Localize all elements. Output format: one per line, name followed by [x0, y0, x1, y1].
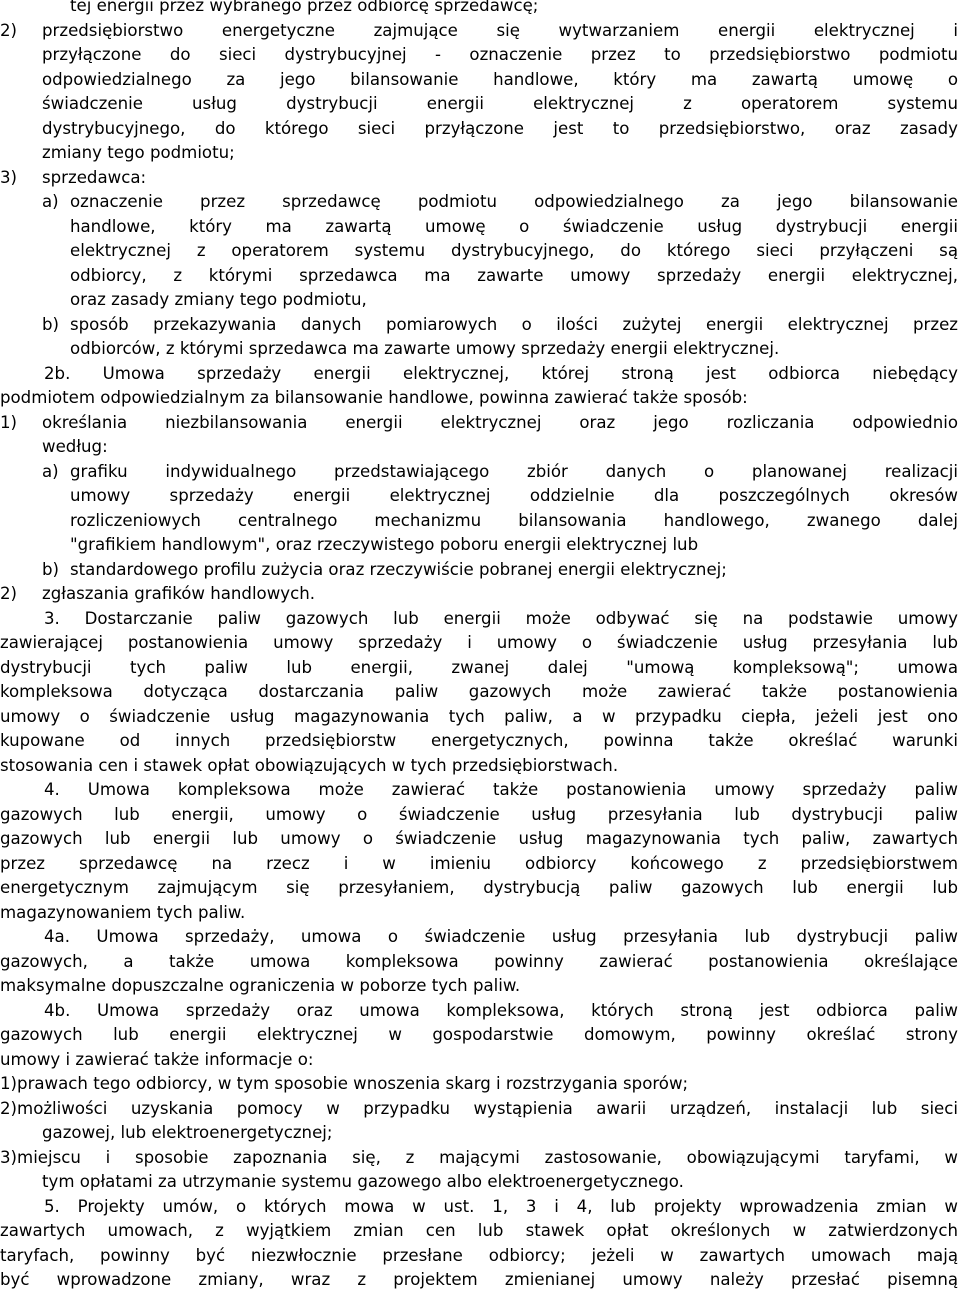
list-marker: 2)	[0, 584, 18, 603]
text-line	[0, 533, 958, 558]
line-text: tej energii przez wybranego przez odbiorcę sprzedawcę;	[70, 0, 539, 15]
line-text: świadczenie usług dystrybucji energii elektrycznej z operatorem systemu	[42, 94, 958, 113]
line-text: energetycznym zajmującym się przesyłaniem, dystrybucją paliw gazowych lub energii lub	[0, 878, 958, 897]
line-text: 3. Dostarczanie paliw gazowych lub energii może odbywać się na podstawie umowy	[44, 608, 958, 628]
text-line	[0, 607, 958, 632]
line-text: gazowych lub energii lub umowy o świadczenie usług magazynowania tych paliw, zawartych	[0, 829, 958, 848]
text-line	[0, 1072, 958, 1097]
text-line	[0, 631, 958, 656]
line-text: 4a. Umowa sprzedaży, umowa o świadczenie usług przesyłania lub dystrybucji paliw	[44, 927, 958, 946]
text-line	[0, 411, 958, 436]
text-line	[0, 925, 958, 950]
line-text: umowy sprzedaży energii elektrycznej oddzielnie dla poszczególnych okresów	[70, 486, 958, 505]
line-text: sprzedawca:	[42, 167, 147, 187]
line-text: oznaczenie przez sprzedawcę podmiotu odpowiedzialnego za jego bilansowanie	[70, 192, 958, 211]
text-line	[0, 1244, 958, 1269]
line-text: według:	[42, 437, 108, 456]
text-line	[0, 901, 958, 926]
line-text: 4. Umowa kompleksowa może zawierać także postanowienia umowy sprzedaży paliw	[44, 780, 958, 799]
text-line	[0, 92, 958, 117]
line-text: grafiku indywidualnego przedstawiającego zbiór danych o planowanej realizacji	[70, 461, 958, 481]
text-line	[0, 43, 958, 68]
line-text: standardowego profilu zużycia oraz rzeczywiście pobranej energii elektrycznej;	[70, 559, 727, 579]
text-line	[0, 362, 958, 387]
line-text: elektrycznej z operatorem systemu dystrybucyjnego, do którego sieci przyłączeni są	[70, 241, 958, 260]
list-marker: a)	[42, 192, 59, 211]
list-marker: 1)	[0, 412, 18, 432]
line-text: gazowych lub energii, umowy o świadczenie usług przesyłania lub dystrybucji paliw	[0, 804, 958, 824]
line-text: 2b. Umowa sprzedaży energii elektrycznej, której stroną jest odbiorca niebędący	[44, 363, 958, 383]
text-line	[0, 313, 958, 338]
text-line	[0, 950, 958, 975]
line-text: odbiorców, z którymi sprzedawca ma zawarte umowy sprzedaży energii elektrycznej.	[70, 339, 780, 358]
list-marker: 2)	[0, 20, 18, 40]
line-text: umowy o świadczenie usług magazynowania tych paliw, a w przypadku ciepła, jeżeli jest ono	[0, 706, 958, 726]
text-line	[0, 68, 958, 93]
text-line	[0, 999, 958, 1024]
line-text: kompleksowa dotycząca dostarczania paliw gazowych może zawierać także postanowienia	[0, 682, 958, 701]
line-text: maksymalne dopuszczalne ograniczenia w poborze tych paliw.	[0, 976, 521, 995]
text-line	[0, 705, 958, 730]
text-line	[0, 778, 958, 803]
line-text: 5. Projekty umów, o których mowa w ust. 1, 3 i 4, lub projekty wprowadzenia zmian w	[44, 1196, 958, 1216]
text-line	[0, 1023, 958, 1048]
line-text: przedsiębiorstwo energetyczne zajmujące się wytwarzaniem energii elektrycznej i	[42, 20, 958, 40]
text-line	[0, 337, 958, 362]
line-text: magazynowaniem tych paliw.	[0, 902, 246, 922]
line-text: podmiotem odpowiedzialnym za bilansowanie handlowe, powinna zawierać także sposób:	[0, 388, 748, 407]
line-text: taryfach, powinny być niezwłocznie przesłane odbiorcy; jeżeli w zawartych umowach mają	[0, 1245, 958, 1265]
line-text: gazowych lub energii elektrycznej w gospodarstwie domowym, powinny określać strony	[0, 1025, 958, 1044]
text-line	[0, 1170, 958, 1195]
line-text: 1)prawach tego odbiorcy, w tym sposobie wnoszenia skarg i rozstrzygania sporów;	[0, 1074, 689, 1093]
list-marker: 3)	[0, 167, 18, 187]
text-line	[0, 754, 958, 779]
line-text: umowy i zawierać także informacje o:	[0, 1049, 314, 1069]
text-line	[0, 435, 958, 460]
text-line	[0, 876, 958, 901]
line-text: odbiorcy, z którymi sprzedawca ma zawarte umowy sprzedaży energii elektrycznej,	[70, 265, 958, 285]
text-line	[0, 166, 958, 191]
line-text: przez sprzedawcę na rzecz i w imieniu odbiorcy końcowego z przedsiębiorstwem	[0, 853, 958, 873]
text-line	[0, 1146, 958, 1171]
list-marker: b)	[42, 314, 60, 334]
text-line	[0, 729, 958, 754]
line-text: stosowania cen i stawek opłat obowiązujących w tych przedsiębiorstwach.	[0, 755, 619, 775]
text-line	[0, 558, 958, 583]
text-line	[0, 1219, 958, 1244]
text-line	[0, 974, 958, 999]
text-line	[0, 803, 958, 828]
text-line	[0, 680, 958, 705]
text-line	[0, 1121, 958, 1146]
text-line	[0, 1097, 958, 1122]
text-line	[0, 1048, 958, 1073]
text-line	[0, 0, 958, 19]
text-line	[0, 288, 958, 313]
text-line	[0, 484, 958, 509]
line-text: handlowe, który ma zawartą umowę o świadczenie usług dystrybucji energii	[70, 216, 958, 236]
line-text: 2)możliwości uzyskania pomocy w przypadku wystąpienia awarii urządzeń, instalacji lub sieci	[0, 1098, 958, 1118]
line-text: "grafikiem handlowym", oraz rzeczywistego poboru energii elektrycznej lub	[70, 535, 699, 554]
line-text: tym opłatami za utrzymanie systemu gazowego albo elektroenergetycznego.	[42, 1172, 684, 1191]
line-text: rozliczeniowych centralnego mechanizmu bilansowania handlowego, zwanego dalej	[70, 510, 958, 530]
text-line	[0, 215, 958, 240]
line-text: określania niezbilansowania energii elektrycznej oraz jego rozliczania odpowiednio	[42, 412, 958, 432]
line-text: przyłączone do sieci dystrybucyjnej - oznaczenie przez to przedsiębiorstwo podmiotu	[42, 45, 958, 64]
line-text: sposób przekazywania danych pomiarowych o ilości zużytej energii elektrycznej przez	[70, 314, 958, 334]
line-text: kupowane od innych przedsiębiorstw energetycznych, powinna także określać warunki	[0, 731, 958, 750]
line-text: zawierającej postanowienia umowy sprzedaży i umowy o świadczenie usług przesyłania lub	[0, 633, 958, 652]
text-line	[0, 509, 958, 534]
text-line	[0, 582, 958, 607]
text-line	[0, 1268, 958, 1293]
text-line	[0, 239, 958, 264]
text-line	[0, 264, 958, 289]
line-text: gazowej, lub elektroenergetycznej;	[42, 1123, 333, 1142]
line-text: zgłaszania grafików handlowych.	[42, 584, 316, 603]
line-text: zmiany tego podmiotu;	[42, 143, 235, 162]
text-line	[0, 386, 958, 411]
text-line	[0, 1195, 958, 1220]
line-text: 3)miejscu i sposobie zapoznania się, z mającymi zastosowanie, obowiązującymi taryfami, w	[0, 1147, 958, 1167]
line-text: dystrybucyjnego, do którego sieci przyłączone jest to przedsiębiorstwo, oraz zasady	[42, 118, 958, 138]
list-marker: a)	[42, 461, 59, 481]
line-text: oraz zasady zmiany tego podmiotu,	[70, 290, 367, 309]
line-text: dystrybucji tych paliw lub energii, zwanej dalej "umową kompleksową"; umowa	[0, 657, 958, 677]
text-line	[0, 827, 958, 852]
text-line	[0, 656, 958, 681]
line-text: odpowiedzialnego za jego bilansowanie handlowe, który ma zawartą umowę o	[42, 69, 958, 89]
text-line	[0, 460, 958, 485]
text-line	[0, 117, 958, 142]
text-line	[0, 141, 958, 166]
text-line	[0, 190, 958, 215]
line-text: gazowych, a także umowa kompleksowa powinny zawierać postanowienia określające	[0, 951, 958, 971]
text-line	[0, 852, 958, 877]
text-line	[0, 19, 958, 44]
line-text: 4b. Umowa sprzedaży oraz umowa kompleksowa, których stroną jest odbiorca paliw	[44, 1000, 958, 1020]
line-text: zawartych umowach, z wyjątkiem zmian cen lub stawek opłat określonych w zatwierdzonych	[0, 1221, 958, 1240]
list-marker: b)	[42, 559, 60, 579]
line-text: być wprowadzone zmiany, wraz z projektem zmienianej umowy należy przesłać pisemną	[0, 1270, 958, 1289]
